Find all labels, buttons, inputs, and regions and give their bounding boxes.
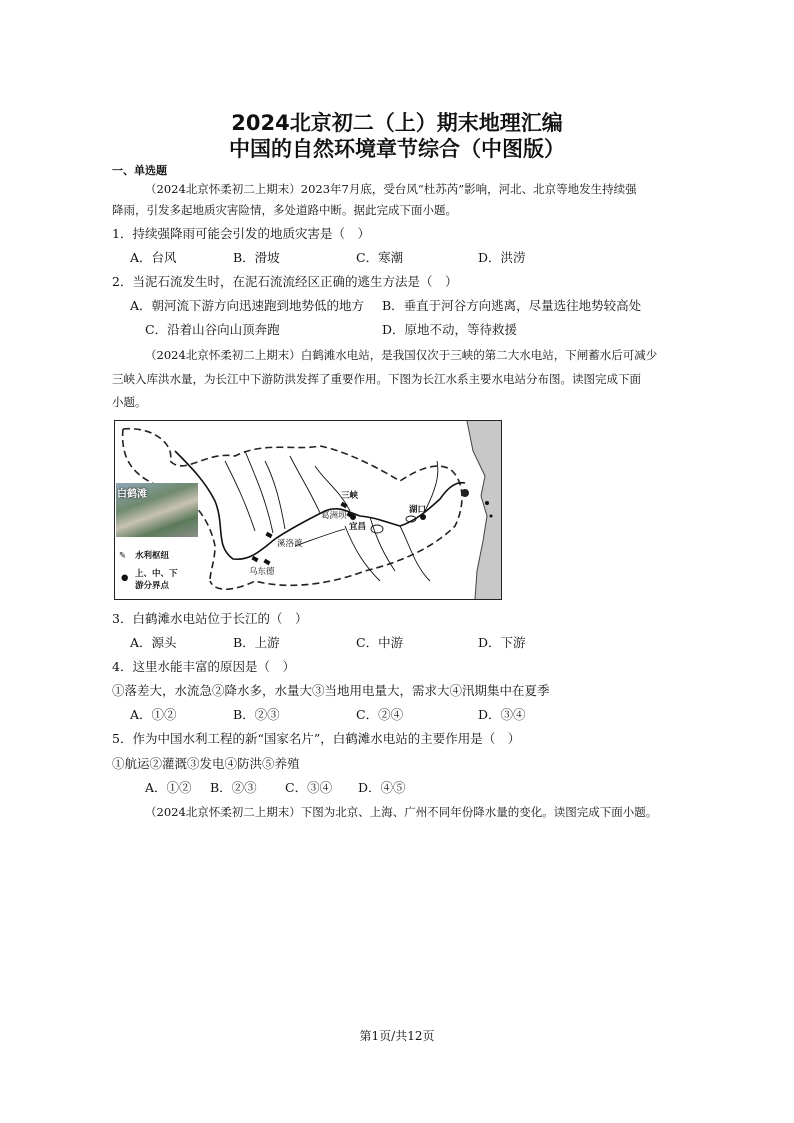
q4-option-b: B．②③ [233,707,280,722]
q2-option-d: D．原地不动，等待救援 [382,322,518,337]
question-3-stem: 3．白鹤滩水电站位于长江的（ ） [112,611,308,626]
q2-option-c: C．沿着山谷向山顶奔跑 [145,322,280,337]
label-gezhouba: 葛洲坝 [321,511,347,521]
question-2-stem: 2．当泥石流发生时，在泥石流流经区正确的逃生方法是（ ） [112,274,458,289]
section-heading: 一、单选题 [112,164,167,177]
legend-point-label-1: 上、中、下 [135,569,178,579]
q1-option-b: B．滑坡 [233,250,280,265]
question-4-stem: 4．这里水能丰富的原因是（ ） [112,659,295,674]
intro2-line3: 小题。 [112,395,147,409]
q5-option-d: D．④⑤ [358,780,406,795]
document-title: 2024北京初二（上）期末地理汇编 [231,111,563,135]
yangtze-hydropower-map [114,420,502,600]
label-sanxia: 三峡 [341,491,359,501]
q3-option-b: B．上游 [233,635,280,650]
label-xiluodu: 溪洛渡 [277,539,303,549]
q2-option-a: A．朝河流下游方向迅速跑到地势低的地方 [130,298,365,313]
legend-dam-icon: ✎ [119,551,127,561]
legend-point-label-2: 游分界点 [135,581,170,591]
legend-dam-label: 水利枢纽 [135,551,170,561]
q5-option-c: C．③④ [285,780,333,795]
photo-label: 白鹤滩 [117,489,147,500]
page-footer: 第1页/共12页 [359,1029,435,1043]
question-5-stem: 5．作为中国水利工程的新“国家名片”，白鹤滩水电站的主要作用是（ ） [112,731,521,746]
intro3: （2024北京怀柔初二上期末）下图为北京、上海、广州不同年份降水量的变化。读图完成下面小题。 [145,805,658,819]
question-4-statements: ①落差大，水流急②降水多，水量大③当地用电量大，需求大④汛期集中在夏季 [112,683,550,698]
q5-option-a: A．①② [145,780,192,795]
intro1-line2: 降雨，引发多起地质灾害险情，多处道路中断。据此完成下面小题。 [112,203,457,217]
question-1-stem: 1．持续强降雨可能会引发的地质灾害是（ ） [112,226,370,241]
q3-option-a: A．源头 [130,635,177,650]
q5-option-b: B．②③ [210,780,257,795]
q4-option-a: A．①② [130,707,177,722]
q1-option-c: C．寒潮 [356,250,404,265]
document-subtitle: 中国的自然环境章节综合（中图版） [229,137,565,161]
q3-option-c: C．中游 [356,635,404,650]
q2-option-b: B．垂直于河谷方向逃离，尽量选往地势较高处 [382,298,642,313]
intro1-line1: （2024北京怀柔初二上期末）2023年7月底，受台风“杜苏芮”影响，河北、北京等地发生持续强 [145,182,637,196]
q1-option-d: D．洪涝 [478,250,526,265]
q3-option-d: D．下游 [478,635,526,650]
q4-option-c: C．②④ [356,707,404,722]
label-wudongde: 乌东德 [249,567,275,577]
question-5-statements: ①航运②灌溉③发电④防洪⑤养殖 [112,756,300,771]
intro2-line2: 三峡入库洪水量，为长江中下游防洪发挥了重要作用。下图为长江水系主要水电站分布图。读图完成下面 [112,372,641,386]
q4-option-d: D．③④ [478,707,526,722]
intro2-line1: （2024北京怀柔初二上期末）白鹤滩水电站，是我国仅次于三峡的第二大水电站，下闸蓄水后可减少 [145,348,658,362]
label-yichang: 宜昌 [349,522,367,532]
label-hukou: 湖口 [409,505,427,515]
legend-point-icon: ● [121,573,129,583]
q1-option-a: A．台风 [130,250,177,265]
